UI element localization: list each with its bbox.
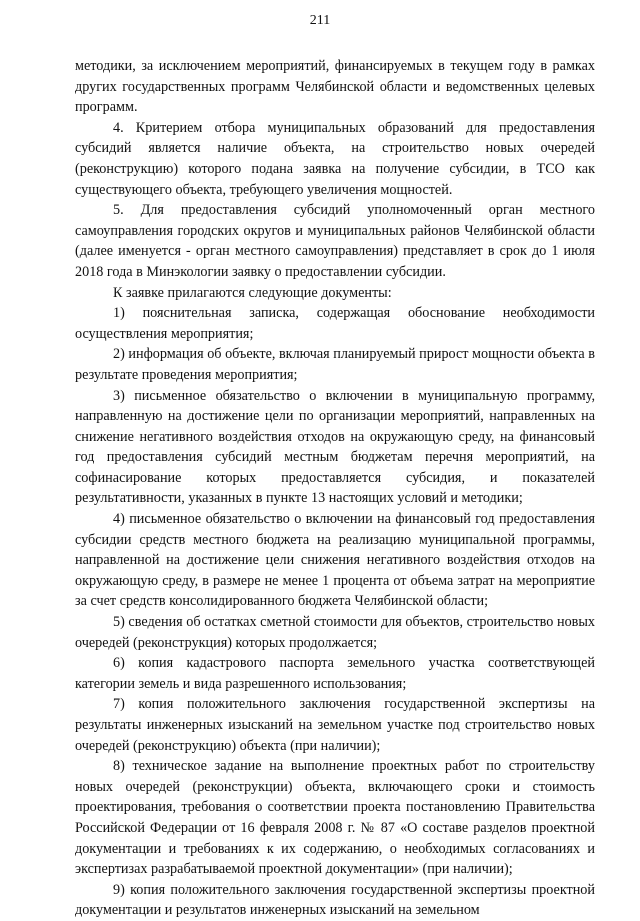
list-item-4: 4) письменное обязательство о включении на финансовый год предоставления субсидии средств местного бюджета на реализацию муниципальной программы, направленной на достижение цели снижения негативного воздействия отходов на окружающую среду, в размере не менее 1 процента от объема затрат на мероприятие за счет средств консолидированного бюджета Челябинской области; xyxy=(75,511,595,610)
list-item-7: 7) копия положительного заключения государственной экспертизы на результаты инженерных изысканий на земельном участке под строительство новых очередей (реконструкцию) объекта (при наличии); xyxy=(75,696,595,754)
list-item-8: 8) техническое задание на выполнение проектных работ по строительству новых очередей (реконструкции) объекта, включающего сроки и стоимость проектирования, требования о соответствии проекта постановлению Правительства Российской Федерации от 16 февраля 2008 г. № 87 «О составе разделов проектной документации и требованиях к их содержанию, о необходимых согласованиях и экспертизах разрабатываемой проектной документации» (при наличии); xyxy=(75,758,595,878)
paragraph-documents-intro: К заявке прилагаются следующие документы: xyxy=(113,284,392,301)
list-item-5: 5) сведения об остатках сметной стоимости для объектов, строительство новых очередей (реконструкция) которых продолжается; xyxy=(75,614,595,651)
document-body xyxy=(75,56,595,921)
list-item-6: 6) копия кадастрового паспорта земельного участка соответствующей категории земель и вида разрешенного использования; xyxy=(75,655,595,692)
list-item-2: 2) информация об объекте, включая планируемый прирост мощности объекта в результате проведения мероприятия; xyxy=(75,346,595,383)
paragraph-continuation: методики, за исключением мероприятий, финансируемых в текущем году в рамках других государственных программ Челябинской области и ведомственных целевых программ. xyxy=(75,58,595,116)
paragraph-item-4: 4. Критерием отбора муниципальных образований для предоставления субсидий является наличие объекта, на строительство новых очередей (реконструкцию) которого подана заявка на получение субсидии, в ТСО как существующего объекта, требующего увеличения мощностей. xyxy=(75,119,595,198)
list-item-1: 1) пояснительная записка, содержащая обоснование необходимости осуществления мероприятия; xyxy=(75,305,595,342)
list-item-9: 9) копия положительного заключения государственной экспертизы проектной документации и результатов инженерных изысканий на земельном xyxy=(75,881,595,919)
page-number: 211 xyxy=(309,13,331,28)
paragraph-item-5: 5. Для предоставления субсидий уполномоченный орган местного самоуправления городских округов и муниципальных районов Челябинской области (далее именуется - орган местного самоуправления) представляет в срок до 1 июля 2018 года в Минэкологии заявку о предоставлении субсидии. xyxy=(75,202,595,280)
list-item-3: 3) письменное обязательство о включении в муниципальную программу, направленную на достижение цели по организации мероприятий, направленных на снижение негативного воздействия отходов на окружающую среду, на финансовый год предоставления субсидий местным бюджетам перечня мероприятий, на софинасирование которых предоставляется субсидия, и показателей результативности, указанных в пункте 13 настоящих условий и методики; xyxy=(75,387,595,507)
